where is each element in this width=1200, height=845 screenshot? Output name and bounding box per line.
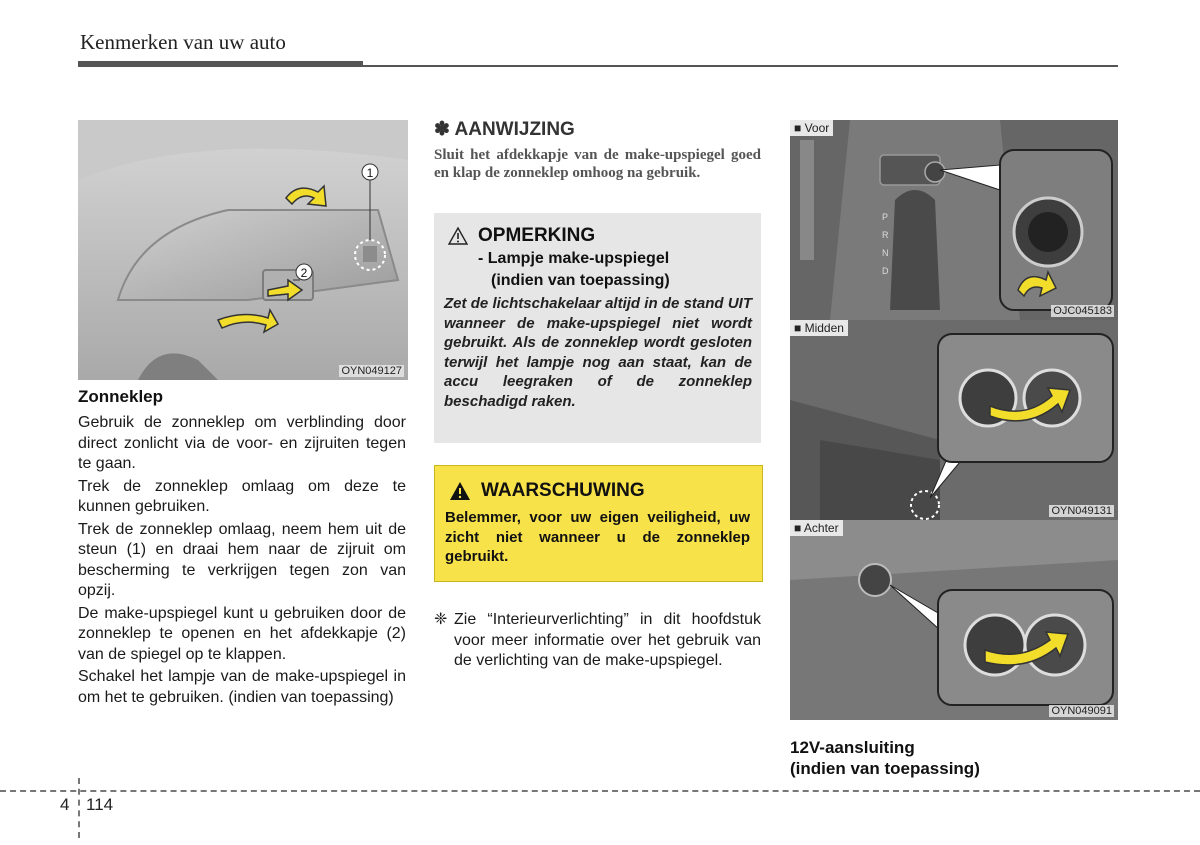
figure-code: OYN049091: [1051, 705, 1112, 717]
paragraph: Schakel het lampje van de make-upspiegel in om het te gebruiken. (indien van toepassing): [78, 668, 406, 706]
header-rule-thin: [363, 65, 1118, 67]
outlet-front-figure: [790, 120, 1118, 320]
notice-title: [434, 118, 575, 141]
caution-subtitle-2: (indien van toepassing): [491, 272, 670, 289]
paragraph: Trek de zonneklep omlaag, neem hem uit de steun (1) en draai hem naar de zijruit om bescherming te verkrijgen tegen zon van opzij.: [78, 520, 406, 599]
callout-1: 1: [366, 166, 374, 180]
warning-triangle-icon: [449, 481, 471, 501]
warning-body: Belemmer, voor uw eigen veiligheid, uw zicht niet wanneer u de zonneklep gebruikt.: [445, 509, 750, 565]
paragraph: Trek de zonneklep omlaag om deze te kunnen gebruiken.: [78, 477, 406, 515]
chapter-number: 4: [60, 795, 70, 814]
figure-label: ■ Achter: [790, 520, 843, 536]
caution-header: [448, 225, 595, 247]
section-heading-sun-visor: Zonneklep: [78, 387, 164, 406]
caution-body: Zet de lichtschakelaar altijd in de stand UIT wanneer de make-upspiegel niet wordt gebruikt. Als de zonneklep wordt gesloten terwijl het lampje nog aan staat, kan de accu leegraken of de zonneklep beschadigd raken.: [444, 295, 752, 410]
outlet-middle-figure: [790, 320, 1118, 520]
notice-body: Sluit het afdekkapje van de make-upspiegel goed en klap de zonneklep omhoog na gebruik.: [434, 147, 761, 181]
sun-visor-description: [78, 413, 406, 710]
asterisk-icon: ✽: [434, 119, 450, 140]
paragraph: De make-upspiegel kunt u gebruiken door de zonneklep te openen en het afdekkapje (2) van de spiegel op te klappen.: [78, 604, 406, 663]
reference-text: Zie “Interieurverlichting” in dit hoofdstuk voor meer informatie over het gebruik van de verlichting van de make-upspiegel.: [454, 611, 761, 669]
rear-console-illustration: [790, 520, 1118, 720]
sun-visor-figure: [78, 120, 408, 380]
caption-line-2: (indien van toepassing): [790, 759, 980, 778]
caution-box: [434, 213, 761, 443]
warning-box: [434, 465, 763, 582]
gear-p: P: [882, 212, 889, 222]
warning-title: WAARSCHUWING: [481, 480, 645, 501]
warning-header: [449, 480, 645, 502]
caution-triangle-icon: [448, 227, 468, 245]
caution-title: OPMERKING: [478, 225, 596, 246]
middle-console-illustration: [790, 320, 1118, 520]
gear-d: D: [882, 266, 889, 276]
caption-line-1: 12V-aansluiting: [790, 738, 915, 757]
figure-label: ■ Voor: [790, 120, 833, 136]
page-header-title: Kenmerken van uw auto: [80, 30, 286, 54]
gear-n: N: [882, 248, 889, 258]
footer-divider: [78, 778, 80, 838]
figure-code: OYN049127: [341, 365, 402, 377]
power-outlet-caption: [790, 737, 980, 779]
callout-2: 2: [300, 266, 308, 280]
figure-code: OJC045183: [1053, 305, 1112, 317]
header-rule-thick: [78, 61, 363, 67]
paragraph: Gebruik de zonneklep om verblinding door direct zonlicht via de voor- en zijruiten tegen te gaan.: [78, 414, 406, 472]
page-number: 114: [86, 795, 114, 814]
outlet-rear-figure: [790, 520, 1118, 720]
footer-rule: [0, 790, 1200, 792]
sun-visor-illustration: [78, 120, 408, 380]
notice-title-text: AANWIJZING: [454, 119, 575, 140]
figure-code: OYN049131: [1051, 505, 1112, 517]
gear-r: R: [882, 230, 889, 240]
caution-subtitle-1: - Lampje make-upspiegel: [478, 250, 670, 267]
reference-note: [434, 610, 761, 672]
front-console-illustration: [790, 120, 1118, 320]
reference-symbol-icon: ❈: [434, 611, 448, 628]
figure-label: ■ Midden: [790, 320, 848, 336]
